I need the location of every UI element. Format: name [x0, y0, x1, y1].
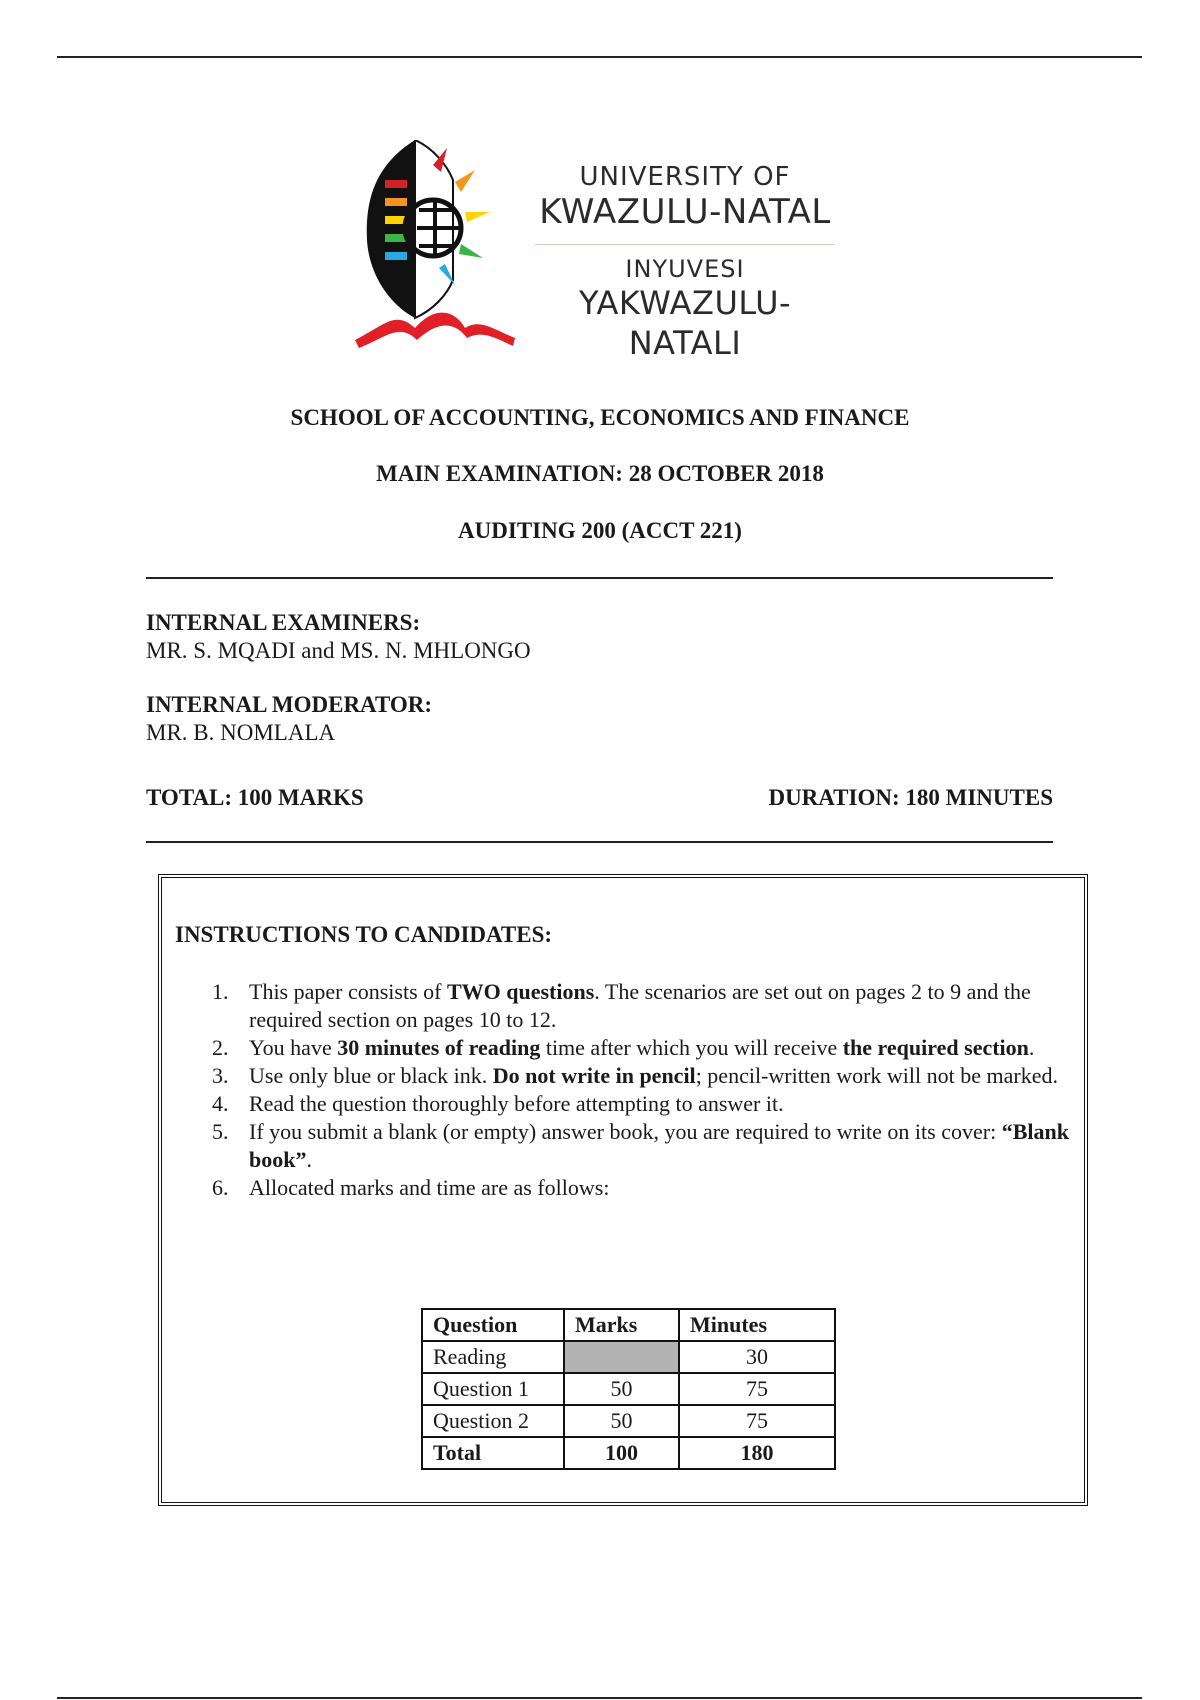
table-row: Question 1 50 75 — [422, 1373, 835, 1405]
course-title: AUDITING 200 (ACCT 221) — [458, 518, 742, 543]
list-item: 5. If you submit a blank (or empty) answer book, you are required to write on its cover: “Blank book”. — [212, 1119, 1069, 1172]
university-logo — [355, 140, 855, 365]
logo-separator — [535, 244, 835, 245]
logo-line-4: YAKWAZULU-NATALI — [578, 284, 792, 362]
header-minutes: Minutes — [679, 1309, 835, 1341]
list-item: 6. Allocated marks and time are as follows: — [212, 1175, 610, 1200]
list-item: 1. This paper consists of TWO questions. The scenarios are set out on pages 2 to 9 and the required section on pages 10 to 12. — [212, 979, 1031, 1032]
top-rule — [57, 56, 1142, 58]
logo-line-3: INYUVESI — [625, 255, 745, 283]
exam-title: MAIN EXAMINATION: 28 OCTOBER 2018 — [376, 461, 824, 486]
examiners-label: INTERNAL EXAMINERS: — [146, 610, 421, 635]
header-question: Question — [422, 1309, 564, 1341]
divider — [146, 841, 1053, 843]
school-title: SCHOOL OF ACCOUNTING, ECONOMICS AND FINANCE — [290, 405, 910, 430]
examiners-value: MR. S. MQADI and MS. N. MHLONGO — [146, 638, 531, 663]
list-item: 4. Read the question thoroughly before attempting to answer it. — [212, 1091, 784, 1116]
instructions-title: INSTRUCTIONS TO CANDIDATES: — [175, 922, 553, 947]
shield-emblem-icon — [355, 140, 535, 365]
total-marks: TOTAL: 100 MARKS — [146, 785, 364, 810]
list-item: 2. You have 30 minutes of reading time after which you will receive the required section. — [212, 1035, 1035, 1060]
allocation-table — [421, 1308, 836, 1470]
table-header-row — [422, 1309, 835, 1341]
instructions-box — [158, 874, 1088, 1506]
moderator-value: MR. B. NOMLALA — [146, 720, 336, 745]
table-total-row: Total 100 180 — [422, 1437, 835, 1469]
duration: DURATION: 180 MINUTES — [768, 785, 1053, 810]
bottom-rule — [57, 1697, 1142, 1699]
logo-text — [535, 162, 835, 363]
list-item: 3. Use only blue or black ink. Do not write in pencil; pencil-written work will not be marked. — [212, 1063, 1058, 1088]
table-row: Reading 30 — [422, 1341, 835, 1373]
table-row: Question 2 50 75 — [422, 1405, 835, 1437]
instructions-list — [212, 978, 1072, 1202]
moderator-label: INTERNAL MODERATOR: — [146, 692, 433, 717]
logo-line-2: KWAZULU-NATAL — [539, 192, 831, 232]
logo-line-1: UNIVERSITY OF — [579, 162, 791, 192]
divider — [146, 577, 1053, 579]
header-marks: Marks — [564, 1309, 679, 1341]
